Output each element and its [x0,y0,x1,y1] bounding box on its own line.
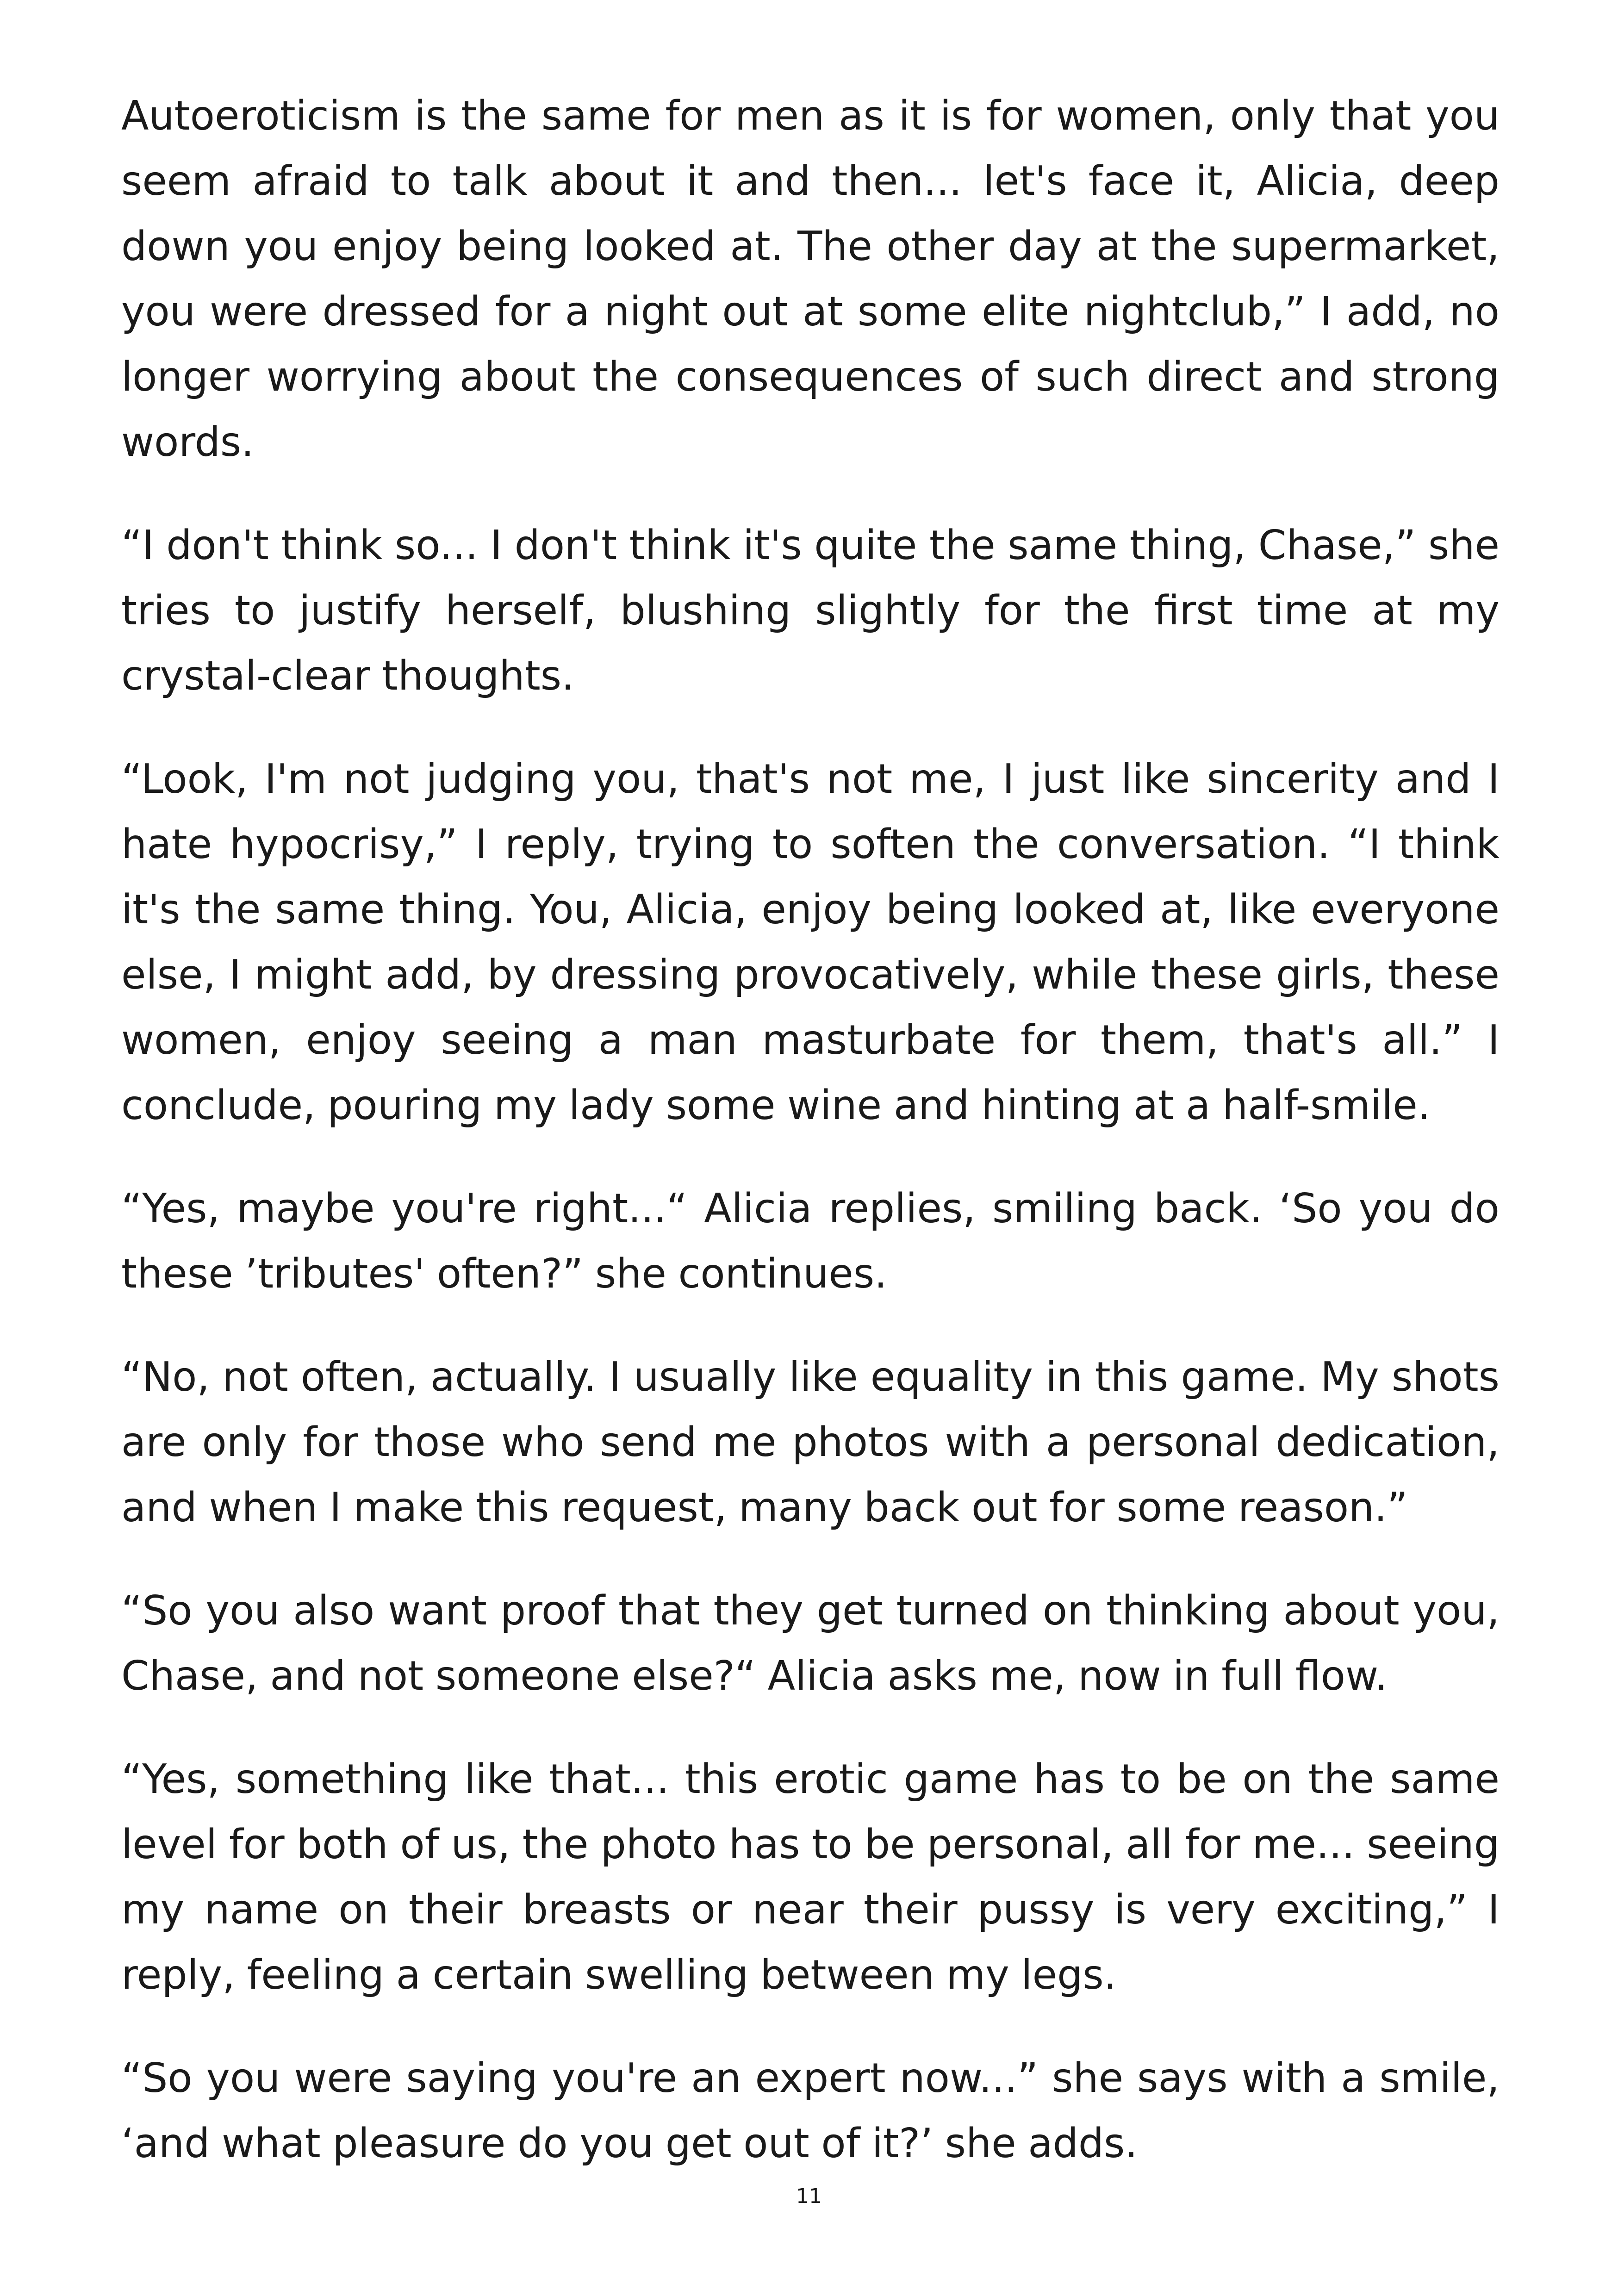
paragraph: “So you also want proof that they get turned on thinking about you, Chase, and not someone else?“ Alicia asks me, now in full flow. [121,1587,1500,1699]
paragraph: “So you were saying you're an expert now...” she says with a smile, ‘and what pleasure do you get out of it?’ she adds. [121,2054,1500,2167]
paragraph: Autoeroticism is the same for men as it is for women, only that you seem afraid to talk about it and then... let's face it, Alicia, deep down you enjoy being looked at. The other day at the supermarket, you were dressed for a night out at some elite nightclub,” I add, no longer worrying about the consequences of such direct and strong words. [121,92,1500,466]
body-text [121,83,1500,2214]
paragraph: “Yes, maybe you're right...“ Alicia replies, smiling back. ‘So you do these ’tributes' often?” she continues. [121,1185,1500,1297]
paragraph: “I don't think so... I don't think it's quite the same thing, Chase,” she tries to justify herself, blushing slightly for the first time at my crystal-clear thoughts. [121,522,1500,699]
paragraph: “Look, I'm not judging you, that's not me, I just like sincerity and I hate hypocrisy,” I reply, trying to soften the conversation. “I think it's the same thing. You, Alicia, enjoy being looked at, like everyone else, I might add, by dressing provocatively, while these girls, these women, enjoy seeing a man masturbate for them, that's all.” I conclude, pouring my lady some wine and hinting at a half-smile. [121,755,1500,1129]
paragraph: “No, not often, actually. I usually like equality in this game. My shots are only for those who send me photos with a personal dedication, and when I make this request, many back out for some reason.” [121,1353,1500,1531]
page-number: 11 [796,2184,822,2208]
paragraph: “Yes, something like that... this erotic game has to be on the same level for both of us, the photo has to be personal, all for me... seeing my name on their breasts or near their pussy is very exciting,” I reply, feeling a certain swelling between my legs. [121,1755,1500,1998]
